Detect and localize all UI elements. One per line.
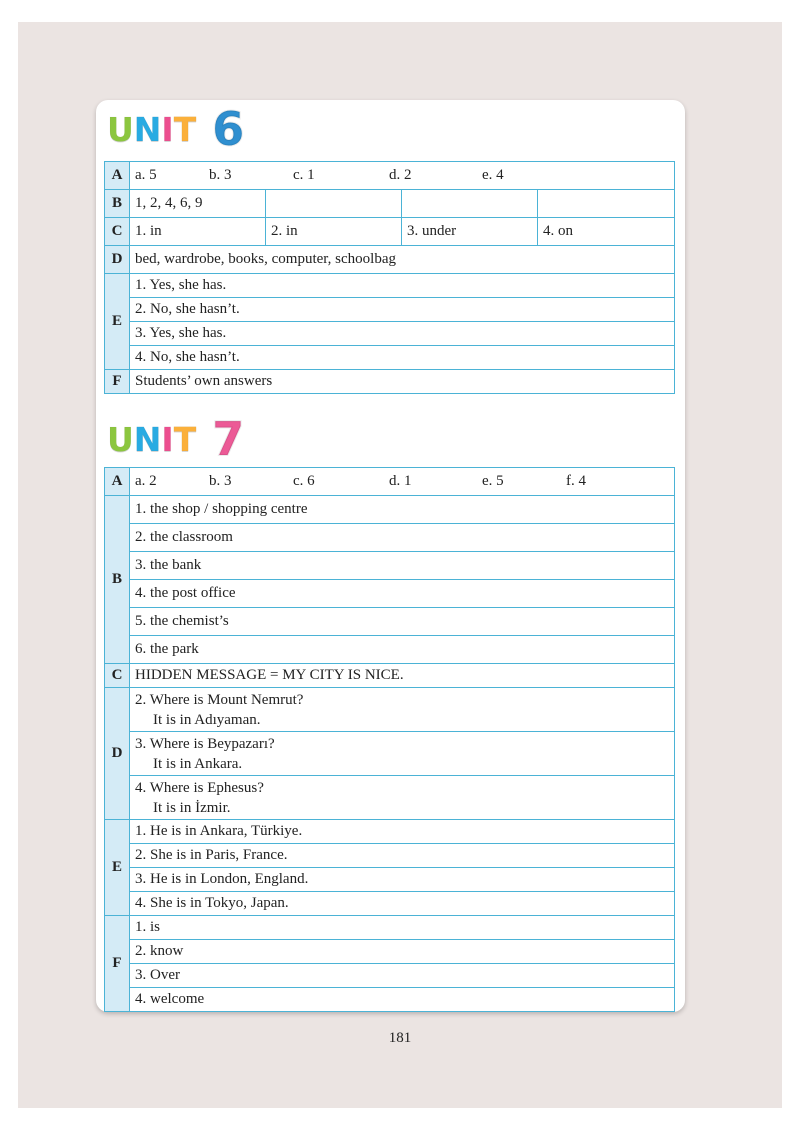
unit-letter-u: U [107,109,134,149]
answer-cell: HIDDEN MESSAGE = MY CITY IS NICE. [130,664,675,688]
answer-cell [130,732,675,776]
row-label: A [105,162,130,190]
answer-cell: 2. No, she hasn’t. [130,298,675,322]
answer-cell: 3. under [402,218,538,246]
unit-7-row-e [105,868,675,892]
answer-cell: 1. is [130,916,675,940]
answer-cell: 1. He is in Ankara, Türkiye. [130,820,675,844]
answer-item: b. 3 [209,167,232,183]
unit-letter-n: N [133,109,162,149]
answer-cell: 5. the chemist’s [130,608,675,636]
answer-cell: 2. She is in Paris, France. [130,844,675,868]
unit-6-row-d [105,246,675,274]
question-text: 2. Where is Mount Nemrut? [135,691,304,708]
row-label: E [105,274,130,370]
unit-7-row-a [105,468,675,496]
row-label: C [105,664,130,688]
unit-number: 6 [212,102,245,156]
unit-6-row-e [105,274,675,298]
row-label: D [105,688,130,820]
row-label: C [105,218,130,246]
unit-6-answer-table [104,161,675,394]
unit-7-row-d [105,732,675,776]
answer-cell: 1. Yes, she has. [130,274,675,298]
unit-6-row-e [105,322,675,346]
row-label: F [105,916,130,1012]
row-label: F [105,370,130,394]
answer-cell: 4. the post office [130,580,675,608]
unit-6-heading [107,102,245,156]
answer-item: c. 6 [293,473,315,489]
unit-letter-n: N [133,419,162,459]
answer-item: e. 4 [482,167,504,183]
answer-item: c. 1 [293,167,315,183]
answer-cell: 2. know [130,940,675,964]
unit-7-row-f [105,988,675,1012]
answer-item: d. 1 [389,473,412,489]
unit-6-row-a [105,162,675,190]
answer-cell: 3. Yes, she has. [130,322,675,346]
row-label: E [105,820,130,916]
unit-letter-i: I [161,419,174,459]
answer-item: a. 2 [135,473,157,489]
unit-letter-i: I [161,109,174,149]
answer-cell: 4. No, she hasn’t. [130,346,675,370]
answer-cell [130,468,675,496]
answer-cell: 4. She is in Tokyo, Japan. [130,892,675,916]
unit-7-row-e [105,892,675,916]
answer-item: f. 4 [566,473,586,489]
answer-cell [130,688,675,732]
page-number: 181 [388,1030,412,1046]
question-text: 4. Where is Ephesus? [135,779,264,796]
unit-7-row-b [105,608,675,636]
answer-cell: 1. the shop / shopping centre [130,496,675,524]
answer-item: d. 2 [389,167,412,183]
answer-cell: 2. in [266,218,402,246]
unit-7-row-d [105,776,675,820]
unit-7-row-c [105,664,675,688]
answer-cell: bed, wardrobe, books, computer, schoolbag [130,246,675,274]
unit-6-row-e [105,346,675,370]
row-label: B [105,190,130,218]
answer-text: It is in İzmir. [153,799,231,816]
unit-letter-t: T [173,109,197,149]
answer-cell: 1, 2, 4, 6, 9 [130,190,266,218]
unit-7-answer-table [104,467,675,1012]
answer-cell: 3. Over [130,964,675,988]
answer-text: It is in Ankara. [153,755,243,772]
unit-7-row-b [105,496,675,524]
answer-item: a. 5 [135,167,157,183]
unit-6-row-f [105,370,675,394]
answer-cell: 1. in [130,218,266,246]
unit-7-row-f [105,940,675,964]
answer-cell [130,776,675,820]
unit-7-heading [107,412,245,466]
unit-7-row-f [105,964,675,988]
answer-cell [130,162,675,190]
unit-7-row-e [105,844,675,868]
answer-item: b. 3 [209,473,232,489]
row-label: A [105,468,130,496]
unit-number: 7 [212,412,245,466]
empty-cell [266,190,402,218]
unit-6-row-b [105,190,675,218]
empty-cell [538,190,675,218]
unit-6-row-c [105,218,675,246]
answer-cell: 2. the classroom [130,524,675,552]
unit-7-row-f [105,916,675,940]
question-text: 3. Where is Beypazarı? [135,735,275,752]
unit-6-row-e [105,298,675,322]
answer-text: It is in Adıyaman. [153,711,261,728]
answer-cell: Students’ own answers [130,370,675,394]
row-label: D [105,246,130,274]
unit-7-row-b [105,580,675,608]
unit-7-row-e [105,820,675,844]
unit-7-row-b [105,636,675,664]
answer-cell: 6. the park [130,636,675,664]
unit-letter-t: T [173,419,197,459]
answer-cell: 3. the bank [130,552,675,580]
answer-item: e. 5 [482,473,504,489]
row-label: B [105,496,130,664]
unit-7-row-b [105,552,675,580]
unit-letter-u: U [107,419,134,459]
answer-cell: 4. welcome [130,988,675,1012]
empty-cell [402,190,538,218]
answer-cell: 4. on [538,218,675,246]
unit-7-row-b [105,524,675,552]
unit-7-row-d [105,688,675,732]
answer-cell: 3. He is in London, England. [130,868,675,892]
